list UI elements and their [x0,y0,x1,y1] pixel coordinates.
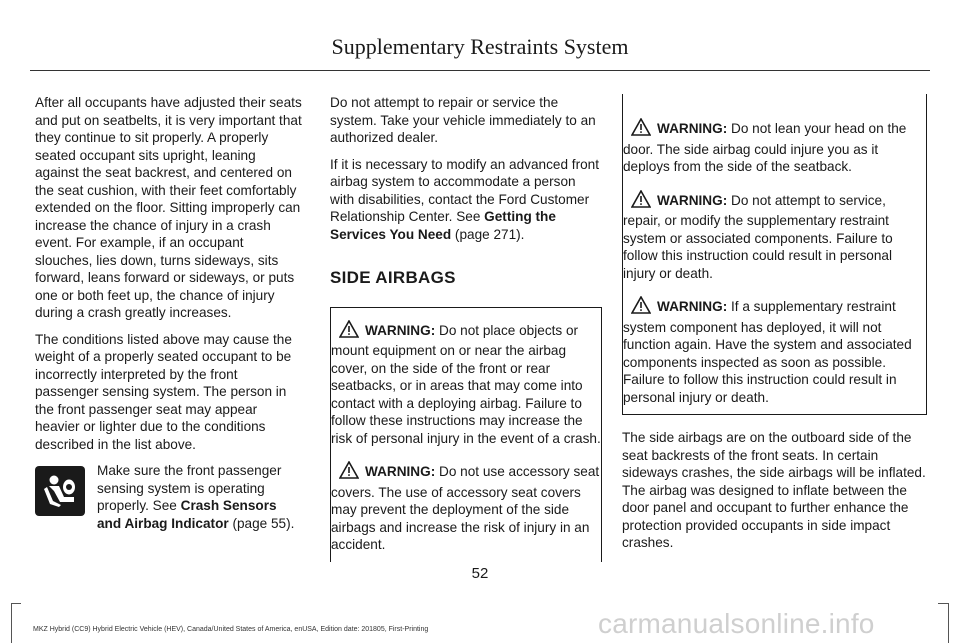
sensing-note-text: Make sure the front passenger sensing system is operating properly. See [97,463,282,513]
warning-item [331,320,601,448]
warning-item [623,118,926,176]
crop-mark [948,603,949,643]
getting-services-link[interactable]: Getting the Services You Need [330,209,556,242]
airbag-occupant-icon [35,466,85,516]
warning-text: Do not place objects or mount equipment on or near the airbag cover, on the side of the front or rear seatbacks, or in areas that may come into contact with a deploying airbag. Failure to follow these instructions may increase the risk of personal injury in the event of a crash. [331,322,601,446]
page-title: Supplementary Restraints System [331,34,629,59]
warning-triangle-icon [631,296,651,319]
warning-triangle-icon [631,118,651,141]
warning-text: Do not lean your head on the door. The side airbag could injure you as it deploys from the side of the seatback. [623,121,907,174]
crop-mark [11,603,21,604]
warning-label: WARNING: [657,192,728,208]
paragraph-sitting-properly: After all occupants have adjusted their seats and put on seatbelts, it is very important that they continue to sit properly. A properly seated occupant sits upright, leaning against the seat backrest, and centered on the seat cushion, with their feet comfortably extended on the floor. Sitting improperly can increase the chance of injury in a crash event. For example, if an occupant slouches, lies down, turns sideways, sits forward, leans forward or sideways, or puts one or both feet up, the chance of injury during a crash greatly increases. [35,95,302,320]
paragraph-side-airbags-location: The side airbags are on the outboard side of the seat backrests of the front seats. In certain sideways crashes, the side airbags will be inflated. The airbag was designed to inflate between the door panel and occupant to further enhance the protection provided occupants in side impact crashes. [622,430,926,550]
page-ref: (page 271). [451,226,525,242]
warning-triangle-icon [631,190,651,213]
warning-box [330,307,602,562]
modify-airbag-text: If it is necessary to modify an advanced front airbag system to accommodate a person with disabilities, contact the Ford Customer Relationship Center. See [330,156,599,224]
warning-label: WARNING: [365,464,436,479]
page-number: 52 [471,565,489,582]
warning-label: WARNING: [657,299,728,314]
paragraph-do-not-repair: Do not attempt to repair or service the system. Take your vehicle immediately to an authorized dealer. [330,95,596,145]
warning-text: If a supplementary restraint system component has deployed, it will not function again. Have the system and associated components inspected as soon as possible. Failure to follow this instruction could result in personal injury or death. [623,299,912,405]
page-ref: (page 55). [228,515,295,531]
crop-mark [11,603,12,643]
warning-text: Do not use accessory seat covers. The use of accessory seat covers may prevent the deployment of the side airbags and increase the risk of injury in an accident. [331,464,600,552]
warning-label: WARNING: [365,322,436,338]
section-heading-side-airbags: SIDE AIRBAGS [330,268,456,287]
warning-item [623,296,926,406]
column-1 [35,94,303,532]
warning-triangle-icon [339,320,359,343]
watermark: carmanualsonline.info [598,608,875,639]
warning-item [331,461,601,554]
column-2 [330,94,602,562]
crop-mark [938,603,948,604]
crash-sensors-link[interactable]: Crash Sensors and Airbag Indicator [97,498,277,531]
edition-note: MKZ Hybrid (CC9) Hybrid Electric Vehicle (HEV), Canada/United States of America, enUSA, Edition date: 201805, First-Printing [33,626,429,633]
warning-triangle-icon [339,461,359,484]
sensing-system-note [35,462,303,532]
warning-item [623,190,926,283]
warning-text: Do not attempt to service, repair, or modify the supplementary restraint system or associated components. Failure to follow this instruction could result in personal injury or death. [623,192,893,281]
column-3 [622,94,927,552]
paragraph-conditions: The conditions listed above may cause the weight of a properly seated occupant to be incorrectly interpreted by the front passenger sensing system. The person in the front passenger seat may appear heavier or lighter due to the conditions described in the list above. [35,331,292,452]
warning-box [622,94,927,415]
header-divider [30,70,930,71]
warning-label: WARNING: [657,121,728,136]
